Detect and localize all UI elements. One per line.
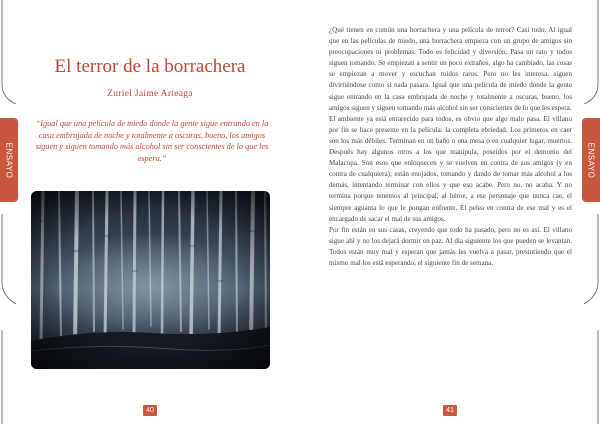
body-paragraph: Por fin están en sus casas, creyendo que todo ha pasado, pero no es así. El villano sigue ahí y no los dejará dormir en paz. Al día siguiente los que pueden se levantan. Todos están muy mal y esperan que jamás les vuelva a pasar, presintiendo que el mismo mal los está esperando, el siguiente fin de semana.	[329, 225, 572, 267]
page-number-left: 40	[143, 405, 157, 416]
article-author: Zuriel Jaime Arteaga	[107, 89, 193, 99]
body-paragraph: ¿Qué tienen en común una borrachera y una película de terror? Casi todo. Al igual que en las películas de miedo, una borrachera empieza con un grupo de amigos sin preocupaciones ni problemas. Todo es felicidad y diversión. Pasa un rato y todos siguen tomando. Se empiezan a sentir un poco extraños, algo ha cambiado, las cosas se empiezan a mover y escuchan ruidos raros. Pero no les interesa, siguen divirtiéndose como si nada pasara. Igual que una película de miedo donde la gente sigue entrando en la casa embrujada de noche y totalmente a oscuras, bueno, los amigos siguen y siguen tomando más alcohol sin ser conscientes de lo que les espera.	[329, 26, 572, 112]
page-number-right: 41	[443, 405, 457, 416]
forest-photo	[31, 191, 270, 369]
article-title: El terror de la borrachera	[54, 56, 246, 77]
body-paragraph: El ambiente ya está enrarecido para todos, es obvio que algo malo pasa. El villano por fin se hace presente en la película: la completa ebriedad. Los primeros en caer son los más débiles. Terminan en un baño o una mesa o en cualquier lugar, muertos. Después hay algunos otros a los que manipula, poseídos por el demonio del Malacopa. Son esos que enloquecen y se vuelven en contra de sus amigos (y en contra de cualquiera); están enojados, tomando y dando de tomar más alcohol a los demás, intentando terminar con ellos y que eso acabe. Pero no, no acaba. Y no termina porque tenemos al principal, al héroe, a ese personaje que nunca cae, el siempre aguanta lo que le pongan enfrente. Él pelea en contra de ese mal y es el encargado de sacar el mal de sus amigos.	[329, 114, 572, 223]
section-tab-right	[582, 118, 600, 202]
section-tab-label: ENSAYO	[4, 142, 14, 178]
pull-quote: “Igual que una película de miedo donde la gente sigue entrando en la casa embrujada de noche y totalmente a oscuras, bueno, los amigos siguen y siguen tomando más alcohol sin ser conscientes de lo que les espera.”	[35, 119, 269, 163]
page-edge-decoration-right	[578, 0, 600, 424]
section-tab-left	[0, 118, 18, 202]
forest-photo-illustration	[31, 191, 270, 369]
section-tab-label: ENSAYO	[586, 142, 596, 178]
article-body	[329, 25, 572, 269]
page-edge-decoration-left	[0, 0, 22, 424]
